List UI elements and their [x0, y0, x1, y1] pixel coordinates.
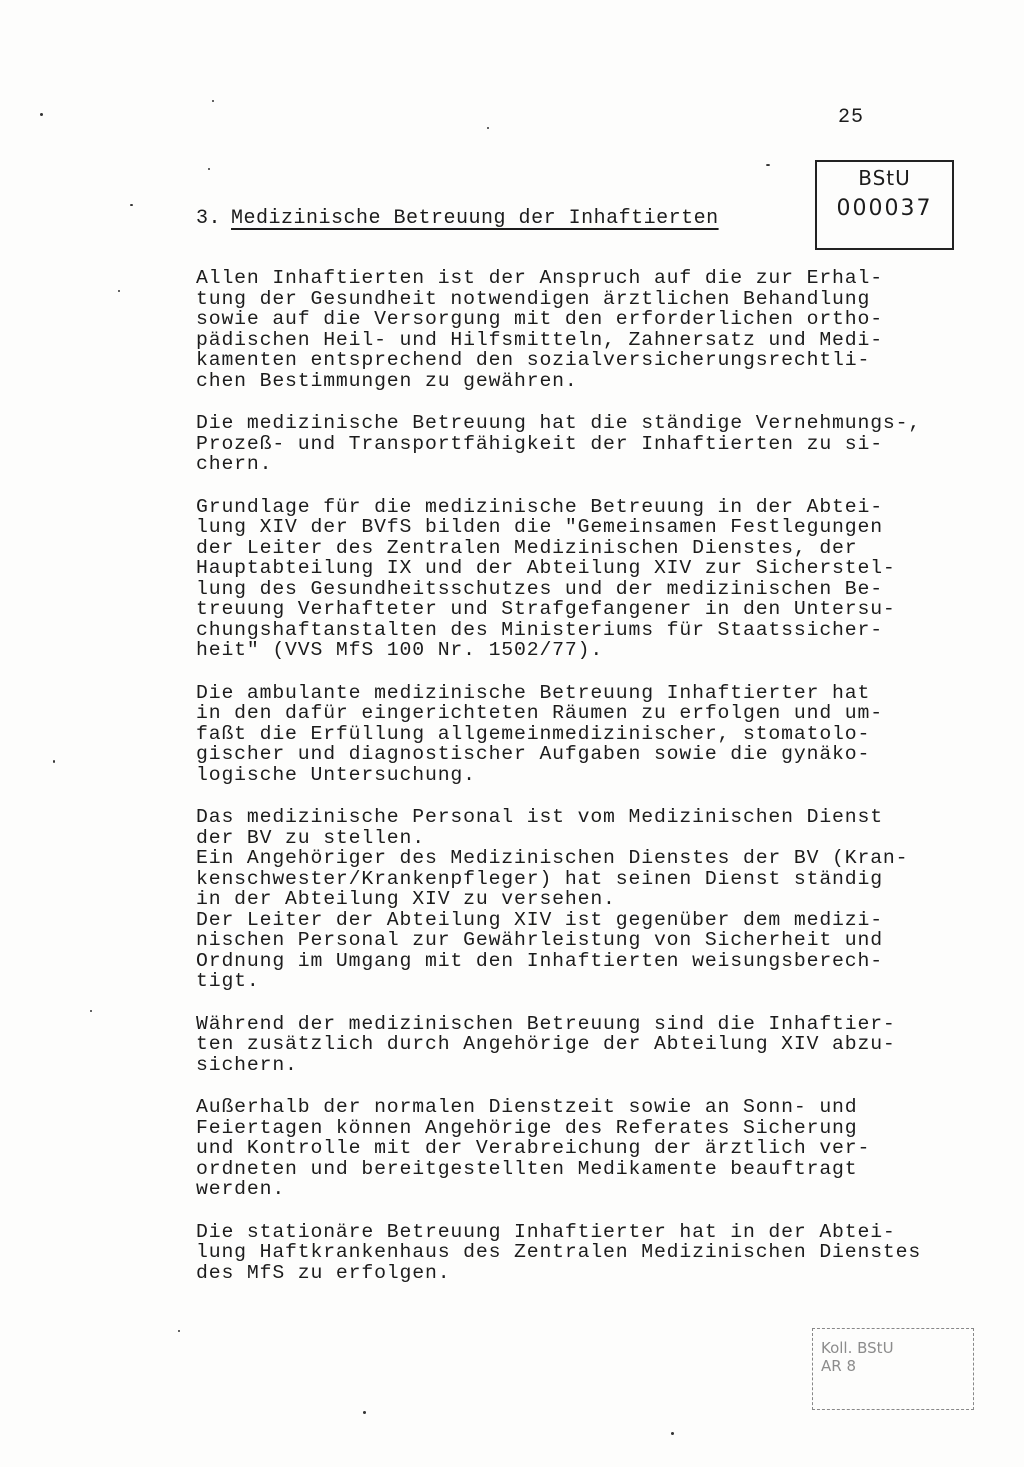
paragraph-fitness [196, 413, 936, 475]
paragraph-entitlement [196, 268, 936, 391]
paragraph-stationary [196, 1222, 936, 1284]
scan-speck [487, 127, 489, 129]
archive-stamp-number: 000037 [836, 196, 933, 221]
text-line: lung Haftkrankenhaus des Zentralen Medizinischen Dienstes [196, 1241, 922, 1263]
text-line: logische Untersuchung. [196, 763, 476, 786]
text-line: Die stationäre Betreuung Inhaftierter hat in der Abtei- [196, 1220, 896, 1243]
paragraph-basis [196, 497, 936, 661]
text-line: tung der Gesundheit notwendigen ärztlichen Behandlung [196, 287, 871, 310]
text-line: kenschwester/Krankenpfleger) hat seinen Dienst ständig [196, 867, 883, 890]
text-line: Allen Inhaftierten ist der Anspruch auf die zur Erhal- [196, 267, 883, 289]
text-line: pädischen Heil- und Hilfsmitteln, Zahnersatz und Medi- [196, 328, 883, 351]
paragraph-security [196, 1014, 936, 1076]
text-line: sowie auf die Versorgung mit den erforderlichen ortho- [196, 308, 883, 330]
text-line: werden. [196, 1178, 286, 1200]
corner-stamp-line1: Koll. BStU [821, 1339, 894, 1357]
corner-stamp [812, 1328, 974, 1410]
text-line: lung XIV der BVfS bilden die "Gemeinsamen Festlegungen [196, 516, 883, 538]
paragraph-personnel [196, 807, 936, 992]
text-line: Außerhalb der normalen Dienstzeit sowie an Sonn- und [196, 1096, 858, 1118]
text-line: Hauptabteilung IX und der Abteilung XIV zur Sicherstel- [196, 557, 896, 579]
text-line: in der Abteilung XIV zu versehen. [196, 888, 616, 910]
text-line: chungshaftanstalten des Ministeriums für Staatssicher- [196, 618, 883, 641]
text-line: ordneten und bereitgestellten Medikamente beauftragt [196, 1157, 858, 1180]
text-line: Während der medizinischen Betreuung sind die Inhaftier- [196, 1012, 896, 1035]
text-line: tigt. [196, 970, 260, 992]
text-line: ten zusätzlich durch Angehörige der Abteilung XIV abzu- [196, 1033, 896, 1055]
scan-speck [118, 290, 120, 292]
text-line: Die ambulante medizinische Betreuung Inhaftierter hat [196, 681, 871, 704]
text-line: faßt die Erfüllung allgemeinmedizinischer, stomatolo- [196, 722, 871, 745]
text-line: treuung Verhafteter und Strafgefangener in den Untersu- [196, 598, 896, 620]
scan-speck [212, 100, 214, 102]
text-line: heit" (VVS MfS 100 Nr. 1502/77). [196, 639, 604, 661]
text-line: Ordnung im Umgang mit den Inhaftierten weisungsberech- [196, 949, 883, 972]
text-line: Grundlage für die medizinische Betreuung in der Abtei- [196, 495, 883, 518]
text-line: lung des Gesundheitsschutzes und der medizinischen Be- [196, 577, 883, 600]
paragraph-ambulant [196, 683, 936, 786]
text-line: des MfS zu erfolgen. [196, 1261, 451, 1284]
section-heading [196, 207, 719, 230]
scan-speck [671, 1432, 674, 1435]
archive-stamp [815, 160, 954, 250]
scan-speck [130, 204, 133, 206]
text-line: Der Leiter der Abteilung XIV ist gegenüber dem medizi- [196, 908, 883, 931]
text-line: nischen Personal zur Gewährleistung von Sicherheit und [196, 929, 883, 951]
section-number: 3. [196, 207, 222, 230]
scan-speck [178, 1330, 180, 1332]
scan-speck [766, 164, 770, 166]
section-title: Medizinische Betreuung der Inhaftierten [231, 207, 719, 230]
text-line: der Leiter des Zentralen Medizinischen Dienstes, der [196, 536, 858, 559]
text-line: Prozeß- und Transportfähigkeit der Inhaftierten zu si- [196, 432, 883, 455]
text-line: Das medizinische Personal ist vom Medizinischen Dienst [196, 806, 883, 828]
archive-stamp-label: BStU [858, 166, 911, 190]
scan-speck [363, 1411, 366, 1414]
text-line: sichern. [196, 1053, 298, 1076]
text-line: Die medizinische Betreuung hat die ständige Vernehmungs-, [196, 412, 922, 434]
body-text [196, 268, 936, 1305]
text-line: und Kontrolle mit der Verabreichung der ärztlich ver- [196, 1137, 871, 1159]
scan-speck [53, 760, 55, 763]
text-line: chern. [196, 453, 273, 475]
scan-speck [90, 1010, 92, 1012]
page-number: 25 [838, 106, 865, 129]
text-line: Ein Angehöriger des Medizinischen Dienstes der BV (Kran- [196, 847, 909, 869]
corner-stamp-line2: AR 8 [821, 1357, 856, 1375]
text-line: gischer und diagnostischer Aufgaben sowie die gynäko- [196, 743, 871, 765]
text-line: chen Bestimmungen zu gewähren. [196, 369, 578, 392]
text-line: der BV zu stellen. [196, 826, 425, 849]
scan-speck [208, 168, 210, 170]
scan-speck [40, 113, 43, 116]
text-line: in den dafür eingerichteten Räumen zu erfolgen und um- [196, 702, 883, 724]
text-line: Feiertagen können Angehörige des Referates Sicherung [196, 1116, 858, 1139]
paragraph-after-hours [196, 1097, 936, 1200]
text-line: kamenten entsprechend den sozialversicherungsrechtli- [196, 349, 871, 371]
